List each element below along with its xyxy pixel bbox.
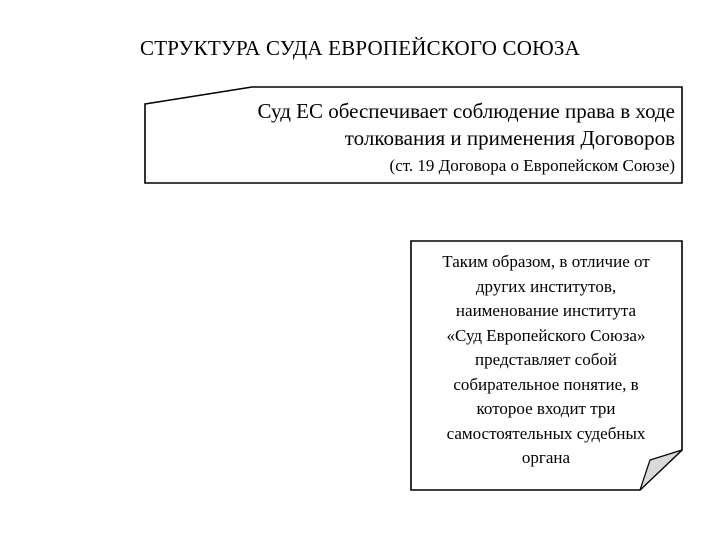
note-line-2: других институтов, [475,276,617,296]
statement-reference: (ст. 19 Договора о Европейском Союзе) [389,156,675,175]
note-line-7: которое входит три [476,399,616,418]
note-line-4: «Суд Европейского Союза» [446,325,646,345]
statement-line-1: Суд ЕС обеспечивает соблюдение права в ходе [257,99,675,123]
statement-line-2: толкования и применения Договоров [344,126,675,150]
slide-title: СТРУКТУРА СУДА ЕВРОПЕЙСКОГО СОЮЗА [139,36,580,60]
note-line-3: наименование института [455,301,637,320]
statement-box-text [150,98,675,178]
note-box-text [415,250,677,471]
note-line-8: самостоятельных судебных [446,423,646,443]
note-line-1: Таким образом, в отличие от [442,252,650,271]
note-line-5: представляет собой [475,350,617,369]
note-line-9: органа [521,448,571,467]
note-line-6: собирательное понятие, в [453,374,639,394]
